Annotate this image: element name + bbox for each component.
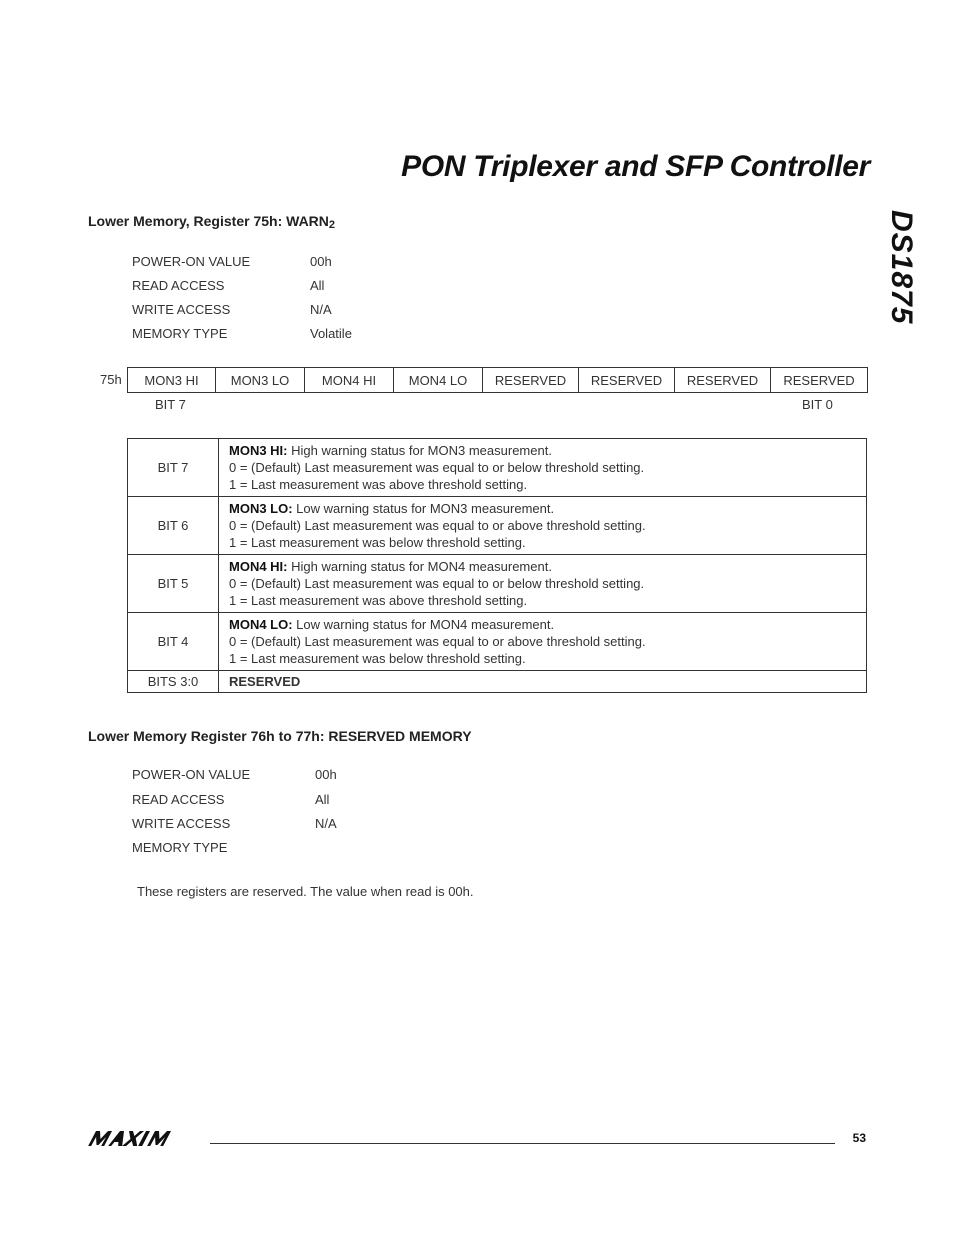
desc-line-0: 0 = (Default) Last measurement was equal to or below threshold setting.	[229, 576, 645, 591]
section-heading-text: Lower Memory, Register 75h: WARN	[88, 213, 329, 229]
desc-field-name: MON4 LO:	[229, 617, 293, 632]
prop-value-power-on: 00h	[310, 254, 332, 269]
desc-line-0: 0 = (Default) Last measurement was equal to or above threshold setting.	[229, 518, 646, 533]
section-heading-subscript: 2	[328, 219, 336, 231]
bit-cell-0: RESERVED	[771, 368, 868, 393]
prop-label-power-on: POWER-ON VALUE	[132, 254, 251, 269]
register-address-label: 75h	[100, 372, 122, 387]
desc-bit-label: BIT 7	[128, 439, 219, 497]
section-heading-register-75h	[88, 213, 335, 231]
page-number: 53	[852, 1131, 866, 1145]
prop-label-write-access: WRITE ACCESS	[132, 302, 231, 317]
bit-description-table	[127, 438, 867, 693]
desc-summary: Low warning status for MON3 measurement.	[292, 501, 555, 516]
bit-cell-7: MON3 HI	[128, 368, 216, 393]
bit-cell-1: RESERVED	[675, 368, 771, 393]
prop-label-read-access: READ ACCESS	[132, 278, 225, 293]
desc-line-1: 1 = Last measurement was above threshold setting.	[229, 593, 528, 608]
desc-summary-line	[229, 558, 856, 575]
table-row	[128, 497, 867, 555]
desc-reserved-text: RESERVED	[219, 671, 867, 693]
desc-line-1: 1 = Last measurement was below threshold setting.	[229, 535, 526, 550]
desc-summary: High warning status for MON4 measurement.	[287, 559, 552, 574]
table-row	[128, 439, 867, 497]
prop-label-write-access: WRITE ACCESS	[132, 816, 231, 831]
table-row	[128, 613, 867, 671]
desc-text	[219, 613, 867, 671]
desc-bit-label: BIT 6	[128, 497, 219, 555]
desc-line-0: 0 = (Default) Last measurement was equal to or above threshold setting.	[229, 634, 646, 649]
prop-label-read-access: READ ACCESS	[132, 792, 225, 807]
bit-start-label: BIT 7	[155, 397, 186, 412]
prop-value-read-access: All	[315, 792, 330, 807]
desc-field-name: MON3 HI:	[229, 443, 288, 458]
desc-bit-label: BIT 5	[128, 555, 219, 613]
bit-cell-4: MON4 LO	[394, 368, 483, 393]
desc-line-0: 0 = (Default) Last measurement was equal to or below threshold setting.	[229, 460, 645, 475]
desc-summary-line	[229, 616, 856, 633]
desc-text	[219, 497, 867, 555]
desc-text	[219, 555, 867, 613]
reserved-note: These registers are reserved. The value when read is 00h.	[137, 884, 474, 899]
bit-end-label: BIT 0	[802, 397, 833, 412]
prop-value-write-access: N/A	[310, 302, 332, 317]
bit-cell-2: RESERVED	[579, 368, 675, 393]
desc-line-1: 1 = Last measurement was above threshold setting.	[229, 477, 528, 492]
desc-summary: Low warning status for MON4 measurement.	[292, 617, 555, 632]
prop-label-memory-type: MEMORY TYPE	[132, 840, 228, 855]
desc-summary-line	[229, 442, 856, 459]
page-title: PON Triplexer and SFP Controller	[401, 150, 870, 183]
table-row	[128, 555, 867, 613]
desc-line-1: 1 = Last measurement was below threshold setting.	[229, 651, 526, 666]
desc-field-name: MON4 HI:	[229, 559, 288, 574]
prop-value-write-access: N/A	[315, 816, 337, 831]
bit-map-row	[128, 368, 868, 393]
prop-value-memory-type: Volatile	[310, 326, 352, 341]
register-bit-map	[127, 367, 868, 393]
section-heading-register-76h-77h: Lower Memory Register 76h to 77h: RESERVED MEMORY	[88, 728, 472, 744]
part-number-side-title: DS1875	[885, 210, 918, 325]
bit-cell-5: MON4 HI	[305, 368, 394, 393]
desc-bit-label: BIT 4	[128, 613, 219, 671]
bit-cell-6: MON3 LO	[216, 368, 305, 393]
prop-value-read-access: All	[310, 278, 325, 293]
prop-label-memory-type: MEMORY TYPE	[132, 326, 228, 341]
desc-summary-line	[229, 500, 856, 517]
prop-value-power-on: 00h	[315, 767, 337, 782]
maxim-logo	[88, 1128, 200, 1148]
footer-rule	[210, 1143, 835, 1144]
prop-label-power-on: POWER-ON VALUE	[132, 767, 251, 782]
desc-bit-label: BITS 3:0	[128, 671, 219, 693]
desc-summary: High warning status for MON3 measurement.	[287, 443, 552, 458]
desc-text	[219, 439, 867, 497]
table-row	[128, 671, 867, 693]
desc-field-name: MON3 LO:	[229, 501, 293, 516]
bit-cell-3: RESERVED	[483, 368, 579, 393]
